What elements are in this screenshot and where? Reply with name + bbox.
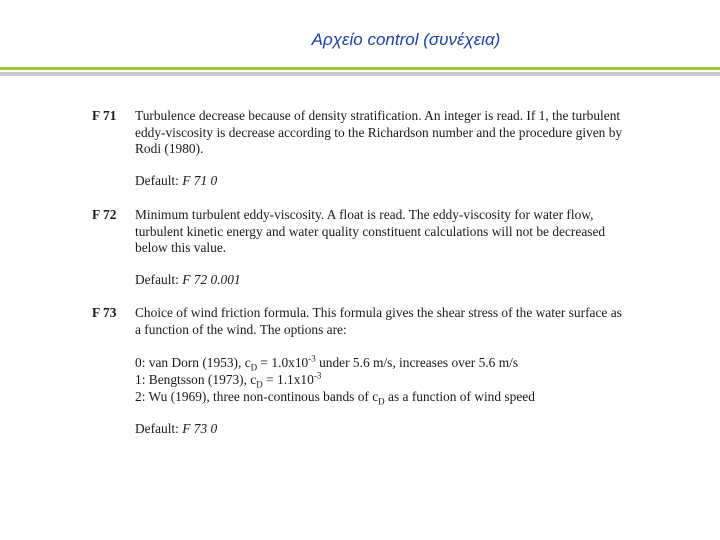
entry-description: Minimum turbulent eddy-viscosity. A float is read. The eddy-viscosity for water flow, turbulent kinetic energy and water quality constituent calculations will not be decreased below this value.: [135, 207, 606, 255]
entry-description: Choice of wind friction formula. This formula gives the shear stress of the water surface as a function of the wind. The options are:: [135, 305, 622, 337]
default-f71: [135, 173, 217, 189]
option-0: 0: van Dorn (1953), $c_D = 1.0x10^{-3}$ under 5.6 m/s, increases over 5.6 m/s: [135, 353, 519, 373]
default-value: F 72 0.001: [182, 272, 241, 287]
default-f72: [135, 272, 241, 288]
option-2: 2: Wu (1969), three non-continous bands of $c_D$ as a function of wind speed: [135, 389, 535, 407]
option-1: 1: Bengtsson (1973), $c_D = 1.1x10^{-3}$: [135, 370, 322, 390]
header-divider-green: [0, 67, 720, 70]
default-value: F 71 0: [182, 173, 218, 188]
entry-code: F 72: [92, 207, 117, 222]
entry-code: F 73: [92, 305, 117, 320]
default-label: Default:: [135, 272, 179, 287]
header-divider-gray: [0, 72, 720, 76]
default-f73: [135, 421, 217, 437]
default-label: Default:: [135, 173, 179, 188]
default-value: F 73 0: [182, 421, 218, 436]
page-title: Αρχείο control (συνέχεια): [311, 30, 501, 49]
entry-code: F 71: [92, 108, 117, 123]
default-label: Default:: [135, 421, 179, 436]
entry-description: Turbulence decrease because of density stratification. An integer is read. If 1, the turbulent eddy-viscosity is decrease according to the Richardson number and the procedure given by Rodi (1980).: [135, 108, 623, 156]
